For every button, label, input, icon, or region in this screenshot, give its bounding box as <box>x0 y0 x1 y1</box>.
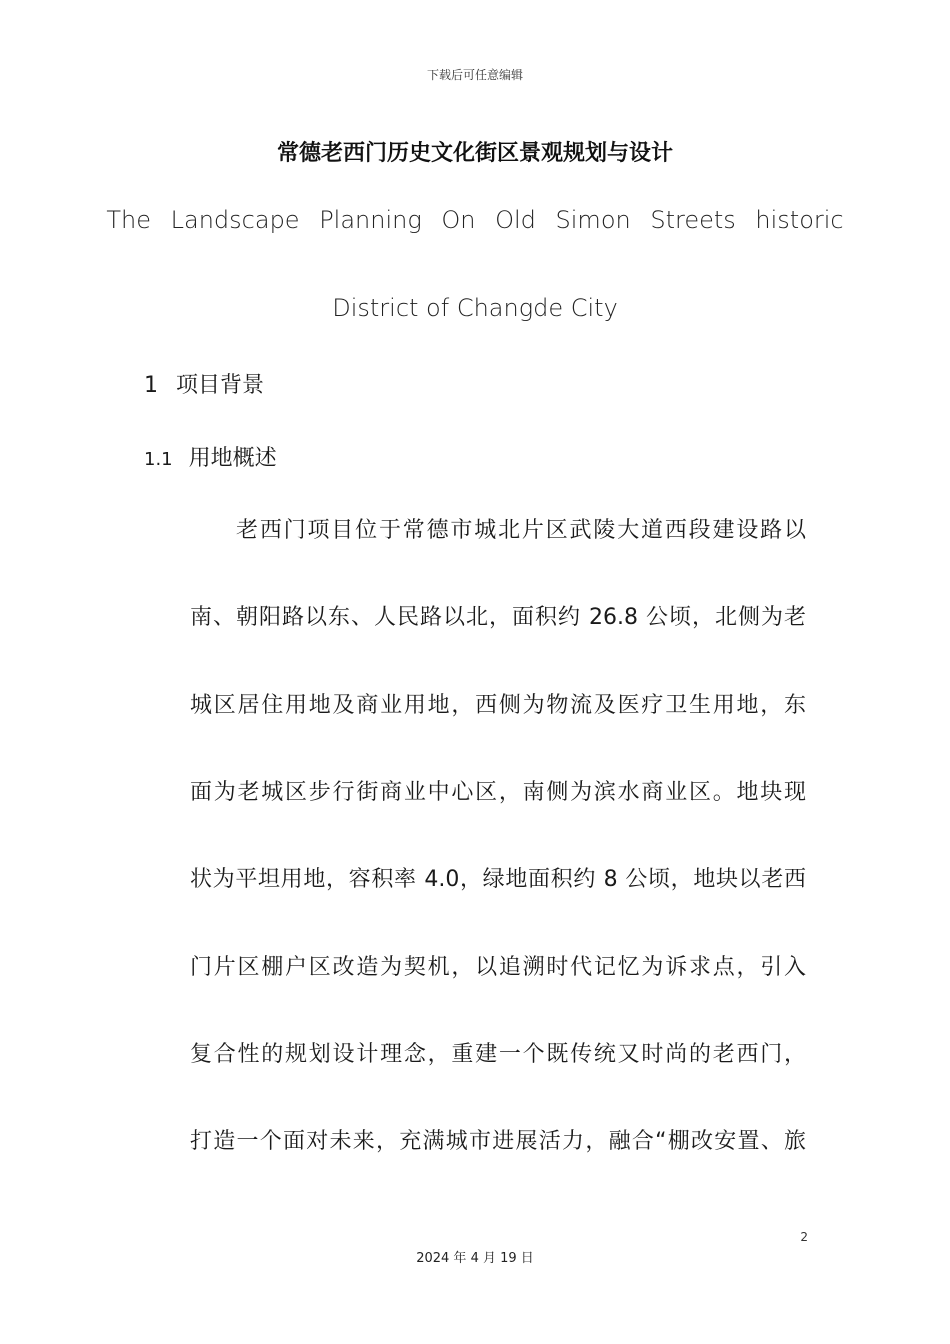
paragraph-line: 城区居住用地及商业用地，西侧为物流及医疗卫生用地，东 <box>190 693 806 718</box>
paragraph-line: 南、朝阳路以东、人民路以北，面积约 26.8 公顷，北侧为老 <box>190 605 806 630</box>
paragraph-line: 打造一个面对未来，充满城市进展活力，融合“棚改安置、旅 <box>190 1129 806 1154</box>
paragraph-line: 门片区棚户区改造为契机，以追溯时代记忆为诉求点，引入 <box>190 955 806 980</box>
subsection-heading <box>144 441 277 472</box>
paragraph-line: 状为平坦用地，容积率 4.0，绿地面积约 8 公顷，地块以老西 <box>190 867 806 892</box>
document-title: 常德老西门历史文化街区景观规划与设计 <box>276 141 673 166</box>
english-title-line-1: The Landscape Planning On Old Simon Streets historic <box>106 206 844 234</box>
paragraph-line: 面为老城区步行街商业中心区，南侧为滨水商业区。地块现 <box>190 780 806 805</box>
section-number: 1 <box>144 373 158 398</box>
paragraph-line: 复合性的规划设计理念，重建一个既传统又时尚的老西门， <box>190 1042 806 1067</box>
subsection-title: 用地概述 <box>188 446 277 471</box>
subsection-number: 1.1 <box>144 449 173 470</box>
section-heading <box>144 368 264 399</box>
footer-date: 2024 年 4 月 19 日 <box>416 1251 534 1266</box>
section-title: 项目背景 <box>176 373 265 398</box>
page-number: 2 <box>800 1230 808 1244</box>
english-title-line-2: District of Changde City <box>332 294 618 322</box>
header-note: 下载后可任意编辑 <box>426 68 523 82</box>
paragraph-line: 老西门项目位于常德市城北片区武陵大道西段建设路以 <box>236 518 806 543</box>
